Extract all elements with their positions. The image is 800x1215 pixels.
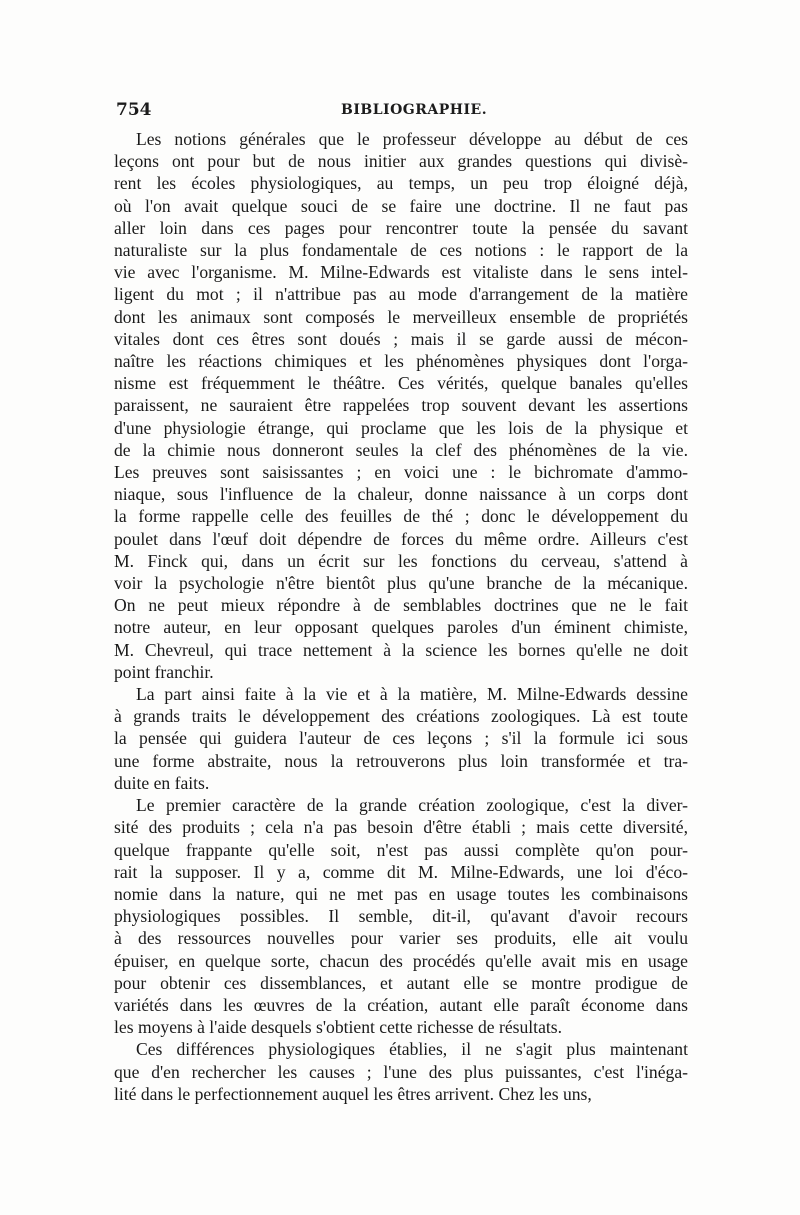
paragraph [114,794,688,1038]
text-line: leçons ont pour but de nous initier aux grandes questions qui divisè- [114,151,688,172]
text-line: M. Chevreul, qui trace nettement à la science les bornes qu'elle ne doit [114,639,688,660]
text-line: niaque, sous l'influence de la chaleur, donne naissance à un corps dont [114,484,688,505]
text-line: d'une physiologie étrange, qui proclame que les lois de la physique et [114,417,688,438]
text-line: que d'en rechercher les causes ; l'une des plus puissantes, c'est l'inéga- [114,1061,688,1082]
paragraph [114,1038,688,1105]
text-line: poulet dans l'œuf doit dépendre de forces du même ordre. Ailleurs c'est [114,528,688,549]
text-line: rent les écoles physiologiques, au temps, un peu trop éloigné déjà, [114,173,688,194]
text-line: nisme est fréquemment le théâtre. Ces vérités, quelque banales qu'elles [114,373,688,394]
running-title: BIBLIOGRAPHIE. [341,102,488,118]
text-line: paraissent, ne sauraient être rappelées trop souvent devant les assertions [114,395,688,416]
text-line: sité des produits ; cela n'a pas besoin d'être établi ; mais cette diversité, [114,817,688,838]
text-line: physiologiques possibles. Il semble, dit-il, qu'avant d'avoir recours [114,906,688,927]
text-line: à grands traits le développement des créations zoologiques. Là est toute [114,706,688,727]
text-line: dont les animaux sont composés le merveilleux ensemble de propriétés [114,306,688,327]
text-line: M. Finck qui, dans un écrit sur les fonctions du cerveau, s'attend à [114,550,688,571]
text-line: de la chimie nous donneront seules la clef des phénomènes de la vie. [114,439,688,460]
text-line: épuiser, en quelque sorte, chacun des procédés qu'elle avait mis en usage [114,950,688,971]
text-line: la forme rappelle celle des feuilles de thé ; donc le développement du [114,506,688,527]
text-line: On ne peut mieux répondre à de semblables doctrines que ne le fait [114,595,688,616]
text-line: variétés dans les œuvres de la création, autant elle paraît économe dans [114,994,688,1015]
text-line: où l'on avait quelque souci de se faire une doctrine. Il ne faut pas [114,195,688,216]
paragraph [114,128,688,683]
text-line: Ces différences physiologiques établies, il ne s'agit plus maintenant [136,1039,688,1060]
text-line: vitales dont ces êtres sont doués ; mais il se garde aussi de mécon- [114,328,688,349]
text-line: notre auteur, en leur opposant quelques paroles d'un éminent chimiste, [114,617,688,638]
text-line: duite en faits. [114,772,210,793]
text-line: pour obtenir ces dissemblances, et autant elle se montre prodigue de [114,972,688,993]
body-text [114,128,688,1105]
text-line: Les notions générales que le professeur développe au début de ces [136,129,688,149]
text-line: vie avec l'organisme. M. Milne-Edwards est vitaliste dans le sens intel- [114,262,688,283]
text-line: point franchir. [114,661,214,682]
text-line: rait la supposer. Il y a, comme dit M. Milne-Edwards, une loi d'éco- [114,861,688,882]
text-line: voir la psychologie n'être bientôt plus qu'une branche de la mécanique. [114,573,688,594]
page-number: 754 [116,100,152,120]
text-line: la pensée qui guidera l'auteur de ces leçons ; s'il la formule ici sous [114,728,688,749]
text-line: quelque frappante qu'elle soit, n'est pas aussi complète qu'on pour- [114,839,688,860]
text-line: Les preuves sont saisissantes ; en voici une : le bichromate d'ammo- [114,462,688,483]
text-line: aller loin dans ces pages pour rencontrer toute la pensée du savant [114,217,688,238]
text-line: une forme abstraite, nous la retrouverons plus loin transformée et tra- [114,750,688,771]
text-line: naître les réactions chimiques et les phénomènes physiques dont l'orga- [114,351,688,372]
paragraph [114,683,688,794]
text-line: lité dans le perfectionnement auquel les êtres arrivent. Chez les uns, [114,1083,592,1104]
text-line: les moyens à l'aide desquels s'obtient cette richesse de résultats. [114,1017,563,1038]
text-line: ligent du mot ; il n'attribue pas au mode d'arrangement de la matière [114,284,688,305]
text-line: La part ainsi faite à la vie et à la matière, M. Milne-Edwards dessine [136,684,688,705]
text-line: à des ressources nouvelles pour varier ses produits, elle ait voulu [114,928,688,949]
text-line: naturaliste sur la plus fondamentale de ces notions : le rapport de la [114,240,688,261]
running-head [116,100,686,124]
text-line: nomie dans la nature, qui ne met pas en usage toutes les combinaisons [114,883,688,904]
text-line: Le premier caractère de la grande création zoologique, c'est la diver- [136,795,688,816]
